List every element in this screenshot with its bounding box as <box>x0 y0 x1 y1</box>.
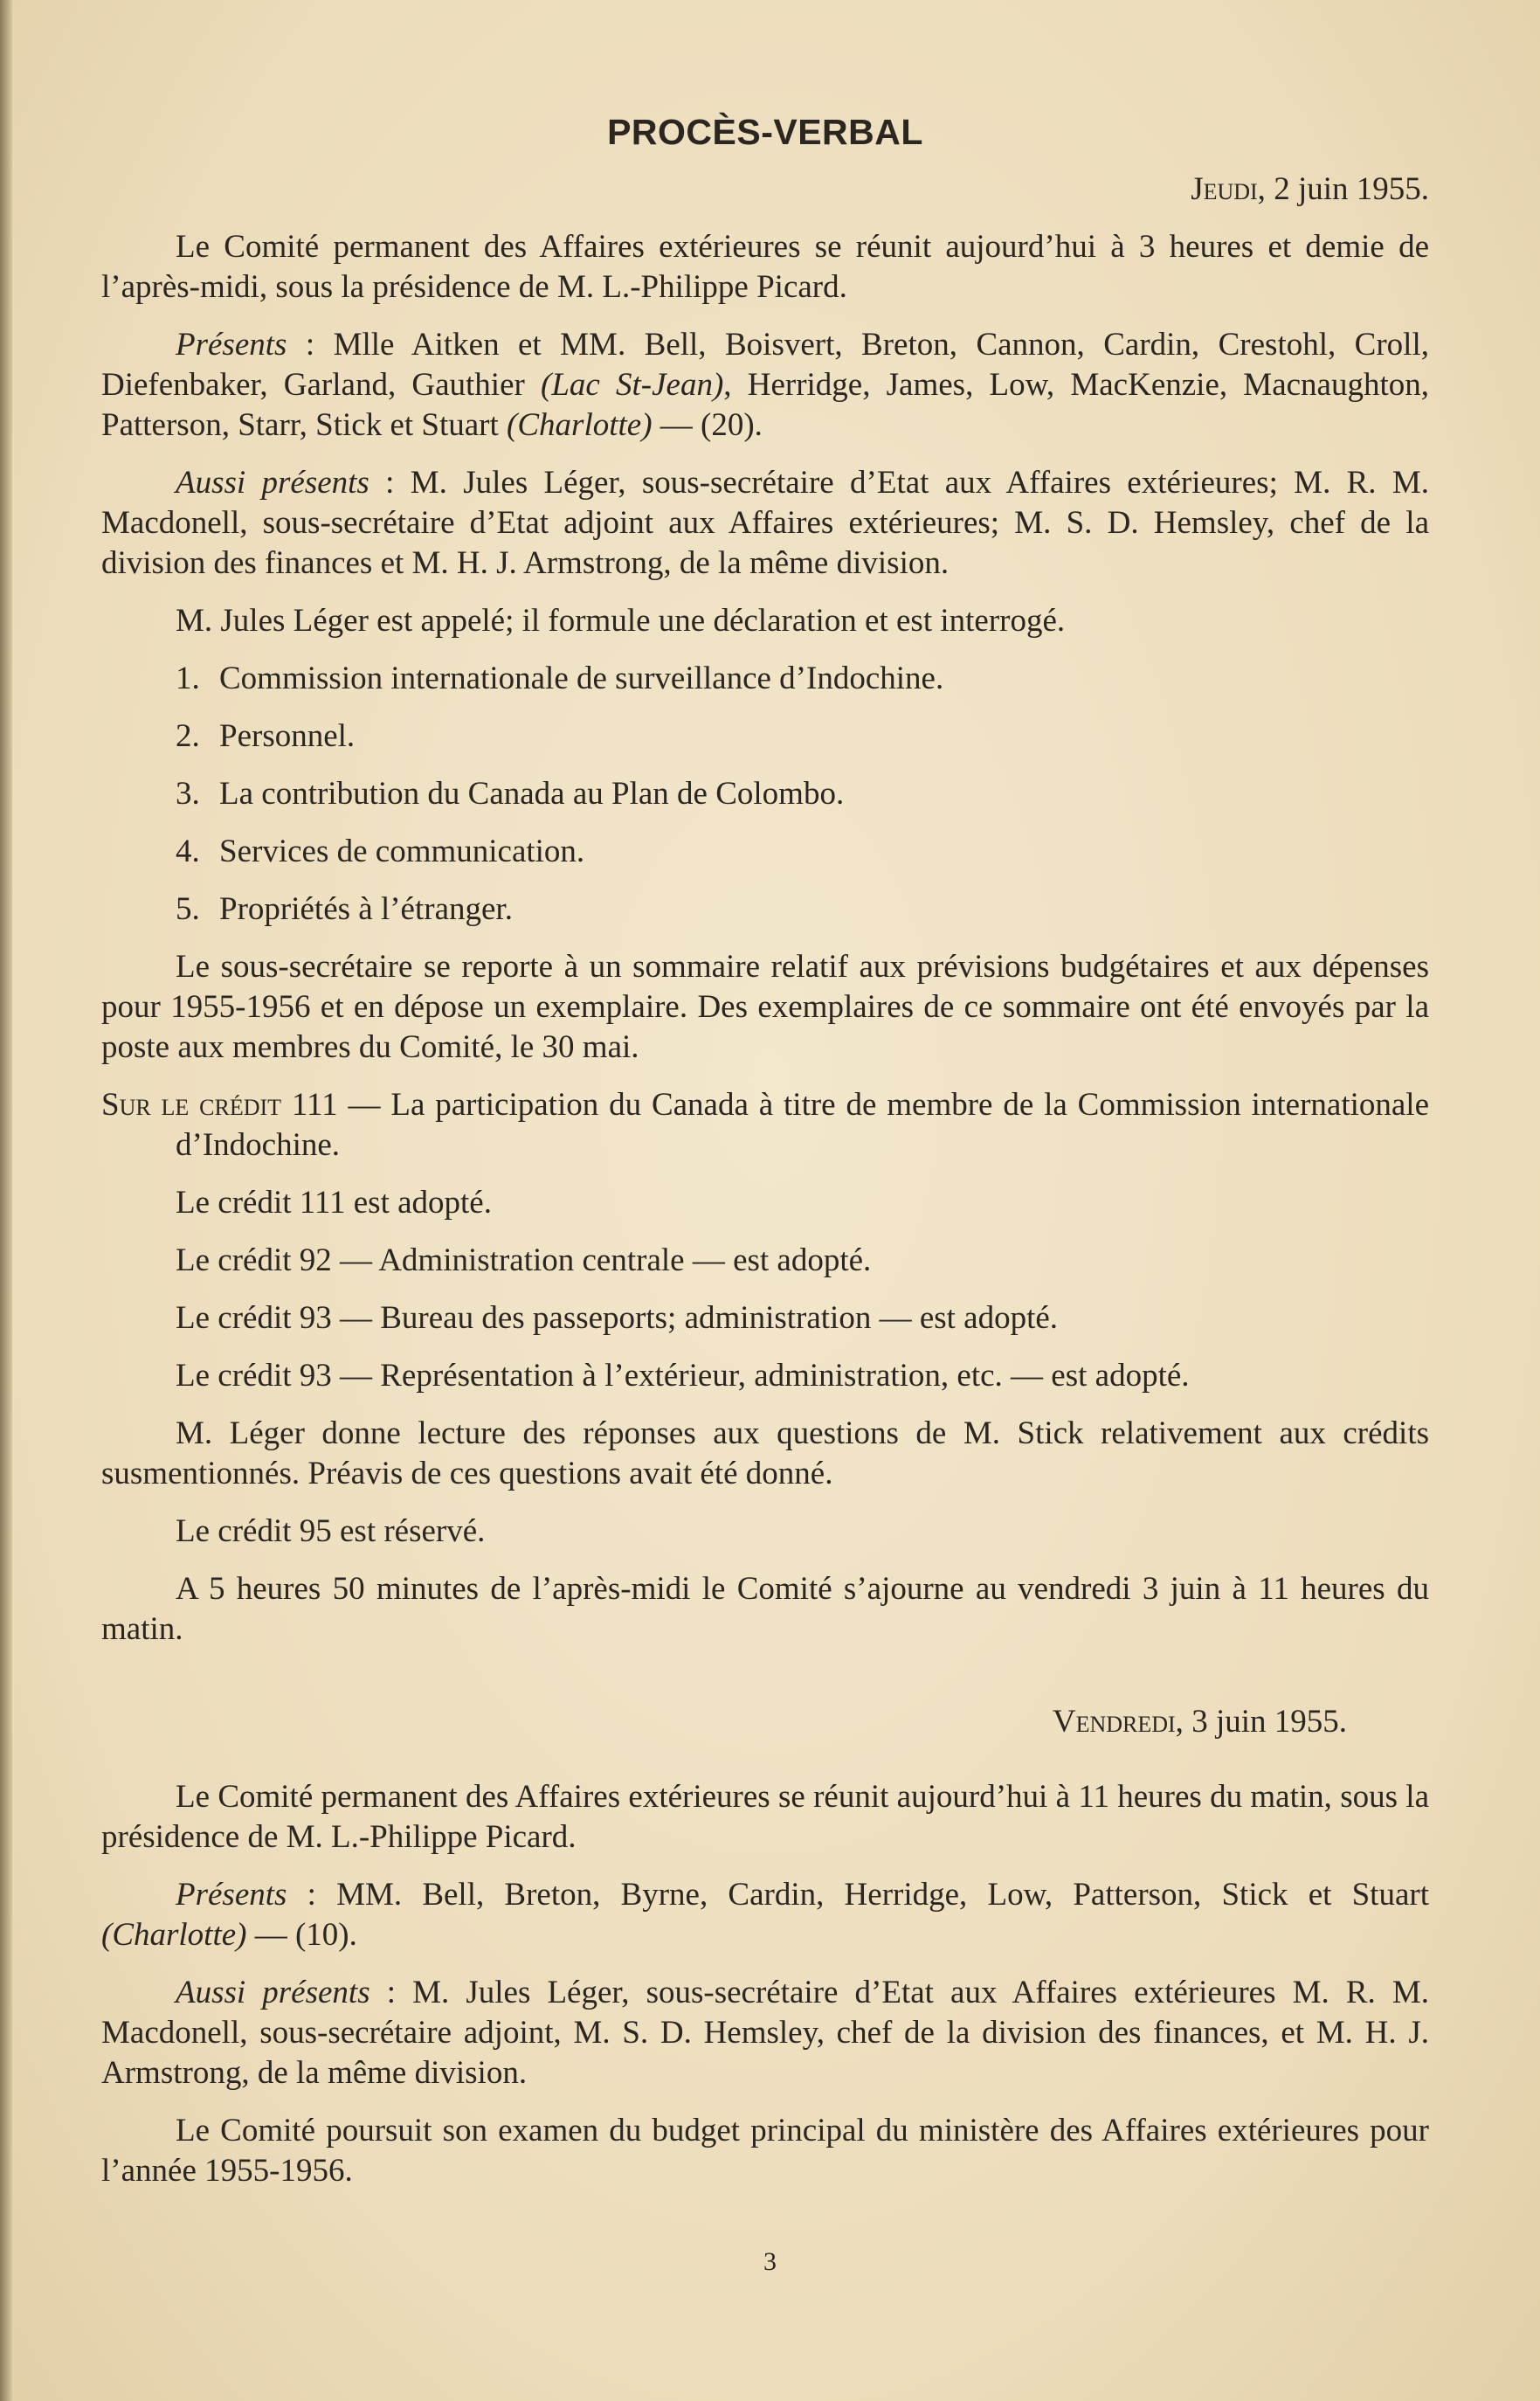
list-item <box>101 716 1429 757</box>
meeting2-aussi-text: : M. Jules Léger, sous-secrétaire d’Etat aux Affaires extérieures M. R. M. Macdonell, sous-secrétaire adjoint, M. S. D. Hemsley, chef de la division des finances, et M. H. J. Armstrong, de la même division. <box>101 1975 1430 2091</box>
meeting2-date-day: Vendredi, <box>1052 1704 1184 1740</box>
meeting1-presents-b: , Herridge, James, Low, MacKenzie, Macnaughton, Patterson, Starr, Stick et Stuart <box>101 367 1429 443</box>
meeting1-presents-a: : Mlle Aitken et MM. Bell, Boisvert, Breton, Cannon, Cardin, Crestohl, Croll, Diefenbaker, Garland, Gauthier <box>101 327 1429 403</box>
list-item-text: La contribution du Canada au Plan de Colombo. <box>219 776 845 812</box>
meeting2-presents-riding: (Charlotte) <box>101 1917 247 1953</box>
meeting2-date-rest: 3 juin 1955. <box>1191 1704 1347 1740</box>
list-item <box>101 659 1429 699</box>
meeting2-date <box>101 1702 1429 1742</box>
meeting1-date <box>101 170 1429 210</box>
meeting2-presents-c: — (10). <box>246 1917 357 1953</box>
list-item-num: 1. <box>176 661 200 696</box>
page-number: 3 <box>763 2247 777 2276</box>
adopted-line: Le crédit 93 — Représentation à l’extérieur, administration, etc. — est adopté. <box>176 1358 1190 1394</box>
meeting1-reserved: Le crédit 95 est réservé. <box>176 1513 486 1549</box>
list-item-num: 3. <box>176 776 200 812</box>
meeting1-aussi-label: Aussi présents <box>176 465 369 501</box>
meeting1-presents-riding2: (Charlotte) <box>507 407 653 443</box>
meeting2-presents <box>101 1875 1429 1955</box>
meeting1-presents-c: — (20). <box>652 407 763 443</box>
meeting1-aussi <box>101 463 1429 584</box>
list-item-text: Propriétés à l’étranger. <box>219 891 513 927</box>
credit-lead: Sur le crédit <box>101 1087 282 1123</box>
adopted-line: Le crédit 93 — Bureau des passeports; administration — est adopté. <box>176 1300 1059 1336</box>
meeting1-summary: Le sous-secrétaire se reporte à un sommaire relatif aux prévisions budgétaires et aux dépenses pour 1955-1956 et en dépose un exemplaire. Des exemplaires de ce sommaire ont été envoyés par la poste aux membres du Comité, le 30 mai. <box>101 949 1429 1065</box>
list-item-text: Commission internationale de surveillance d’Indochine. <box>219 661 944 696</box>
list-item-num: 5. <box>176 891 200 927</box>
meeting1-opening: Le Comité permanent des Affaires extérieures se réunit aujourd’hui à 3 heures et demie de l’après-midi, sous la présidence de M. L.-Philippe Picard. <box>101 229 1429 305</box>
meeting2-aussi <box>101 1973 1429 2093</box>
list-item <box>101 832 1429 872</box>
list-item-num: 4. <box>176 834 200 869</box>
meeting1-credit-111 <box>101 1085 1429 1166</box>
page-content <box>101 112 1429 2209</box>
meeting1-date-day: Jeudi, <box>1191 171 1266 207</box>
credit-text: 111 — La participation du Canada à titre de membre de la Commission internationale d’Indochine. <box>176 1087 1430 1163</box>
meeting1-leger-called: M. Jules Léger est appelé; il formule une déclaration et est interrogé. <box>176 603 1066 639</box>
meeting1-presents-label: Présents <box>176 327 287 363</box>
meeting2-presents-a: : MM. Bell, Breton, Byrne, Cardin, Herridge, Low, Patterson, Stick et Stuart <box>307 1877 1429 1913</box>
meeting1-date-rest: 2 juin 1955. <box>1274 171 1429 207</box>
meeting1-reading: M. Léger donne lecture des réponses aux questions de M. Stick relativement aux crédits susmentionnés. Préavis de ces questions avait été donné. <box>101 1415 1429 1491</box>
meeting1-presents-riding1: (Lac St-Jean) <box>541 367 724 403</box>
list-item-text: Personnel. <box>219 718 356 754</box>
page-title: PROCÈS-VERBAL <box>607 112 923 152</box>
list-item <box>101 774 1429 814</box>
meeting1-adjourn: A 5 heures 50 minutes de l’après-midi le Comité s’ajourne au vendredi 3 juin à 11 heures du matin. <box>101 1571 1429 1647</box>
meeting2-aussi-label: Aussi présents <box>176 1975 370 2010</box>
adopted-line: Le crédit 111 est adopté. <box>176 1185 492 1221</box>
list-item-text: Services de communication. <box>219 834 585 869</box>
meeting2-continue: Le Comité poursuit son examen du budget principal du ministère des Affaires extérieures pour l’année 1955-1956. <box>101 2113 1429 2189</box>
meeting1-presents <box>101 325 1429 446</box>
list-item <box>101 889 1429 930</box>
binding-edge <box>0 0 12 2401</box>
meeting2-presents-label: Présents <box>176 1877 287 1913</box>
list-item-num: 2. <box>176 718 200 754</box>
meeting1-aussi-text: : M. Jules Léger, sous-secrétaire d’Etat aux Affaires extérieures; M. R. M. Macdonell, sous-secrétaire d’Etat adjoint aux Affaires extérieures; M. S. D. Hemsley, chef de la division des finances et M. H. J. Armstrong, de la même division. <box>101 465 1430 581</box>
adopted-line: Le crédit 92 — Administration centrale — est adopté. <box>176 1242 872 1278</box>
meeting2-opening: Le Comité permanent des Affaires extérieures se réunit aujourd’hui à 11 heures du matin, sous la présidence de M. L.-Philippe Picard. <box>101 1779 1429 1855</box>
